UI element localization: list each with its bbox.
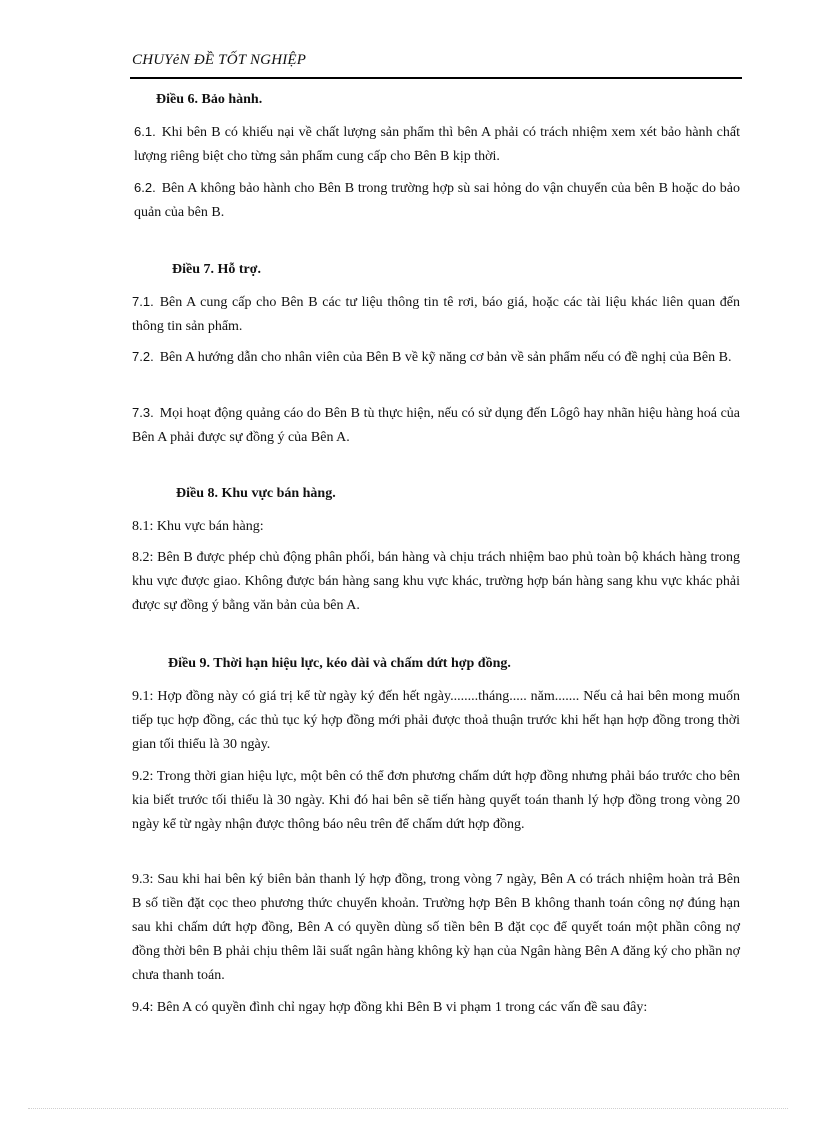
clause-number: 7.1.: [132, 294, 154, 309]
clause-8-1: 8.1: Khu vực bán hàng:: [132, 519, 264, 534]
clause-6-1: [134, 120, 740, 169]
clause-6-2: [134, 176, 740, 225]
clause-9-3: 9.3: Sau khi hai bên ký biên bản thanh lý hợp đồng, trong vòng 7 ngày, Bên A có trách nhiệm hoàn trả Bên B số tiền đặt cọc theo phương thức chuyển khoản. Trường hợp Bên B không thanh toán công nợ đúng hạn sau khi chấm dứt hợp đồng, Bên A có quyền dùng số tiền bên B đặt cọc để quyết toán một phần công nợ đồng thời bên B phải chịu thêm lãi suất ngân hàng không kỳ hạn của Ngân hàng Bên A đăng ký cho phần nợ chưa thanh toán.: [132, 872, 740, 983]
clause-text: Bên A hướng dẫn cho nhân viên của Bên B về kỹ năng cơ bản về sản phẩm nếu có đề nghị của Bên B.: [159, 350, 732, 365]
clause-9-2: 9.2: Trong thời gian hiệu lực, một bên có thể đơn phương chấm dứt hợp đồng nhưng phải báo trước cho bên kia biết trước tối thiểu là 30 ngày. Khi đó hai bên sẽ tiến hàng quyết toán thanh lý hợp đồng trong vòng 20 ngày kể từ ngày nhận được thông báo nêu trên để chấm dứt hợp đồng.: [132, 769, 740, 832]
clause-9-4: 9.4: Bên A có quyền đình chỉ ngay hợp đồng khi Bên B vi phạm 1 trong các vấn đề sau đây:: [132, 1000, 648, 1015]
clause-text: Khi bên B có khiếu nại về chất lượng sản phẩm thì bên A phải có trách nhiệm xem xét bảo hành chất lượng riêng biệt cho từng sản phẩm cung cấp cho Bên B kịp thời.: [134, 125, 740, 164]
clause-text: Mọi hoạt động quảng cáo do Bên B tù thực hiện, nếu có sử dụng đến Lôgô hay nhãn hiệu hàng hoá của Bên A phải được sự đồng ý của Bên A.: [132, 406, 740, 445]
clause-9-1: 9.1: Hợp đồng này có giá trị kể từ ngày ký đến hết ngày........tháng..... năm....... Nếu cả hai bên mong muốn tiếp tục hợp đồng, các thủ tục ký hợp đồng mới phải được thoả thuận trước khi hết hạn hợp đồng trong thời gian tối thiểu là 30 ngày.: [132, 689, 740, 752]
clause-number: 6.1.: [134, 124, 156, 139]
clause-7-3: [132, 401, 740, 450]
clause-7-2: [132, 345, 740, 370]
clause-text: Bên A cung cấp cho Bên B các tư liệu thông tin tê rơi, báo giá, hoặc các tài liệu khác liên quan đến thông tin sản phẩm.: [132, 295, 740, 334]
page-bottom-divider: [28, 1108, 788, 1109]
article-9-heading: Điều 9. Thời hạn hiệu lực, kéo dài và chấm dứt hợp đồng.: [168, 656, 511, 671]
article-6-heading: Điều 6. Bảo hành.: [156, 92, 263, 107]
clause-7-1: [132, 290, 740, 339]
article-7-heading: Điều 7. Hỗ trợ.: [172, 262, 262, 277]
clause-number: 7.3.: [132, 405, 154, 420]
header-rule: [130, 77, 742, 79]
clause-text: Bên A không bảo hành cho Bên B trong trường hợp sù sai hỏng do vận chuyển của bên B hoặc do bảo quản của bên B.: [134, 181, 740, 220]
clause-number: 7.2.: [132, 349, 154, 364]
clause-8-2: 8.2: Bên B được phép chủ động phân phối, bán hàng và chịu trách nhiệm bao phủ toàn bộ khách hàng trong khu vực được giao. Không được bán hàng sang khu vực khác, trường hợp bán hàng sang khu vực khác phải được sự đồng ý bằng văn bản của bên A.: [132, 550, 740, 613]
clause-number: 6.2.: [134, 180, 156, 195]
article-8-heading: Điều 8. Khu vực bán hàng.: [176, 486, 336, 501]
page-header-title: CHUYẻN ĐỀ TỐT NGHIỆP: [132, 52, 307, 68]
